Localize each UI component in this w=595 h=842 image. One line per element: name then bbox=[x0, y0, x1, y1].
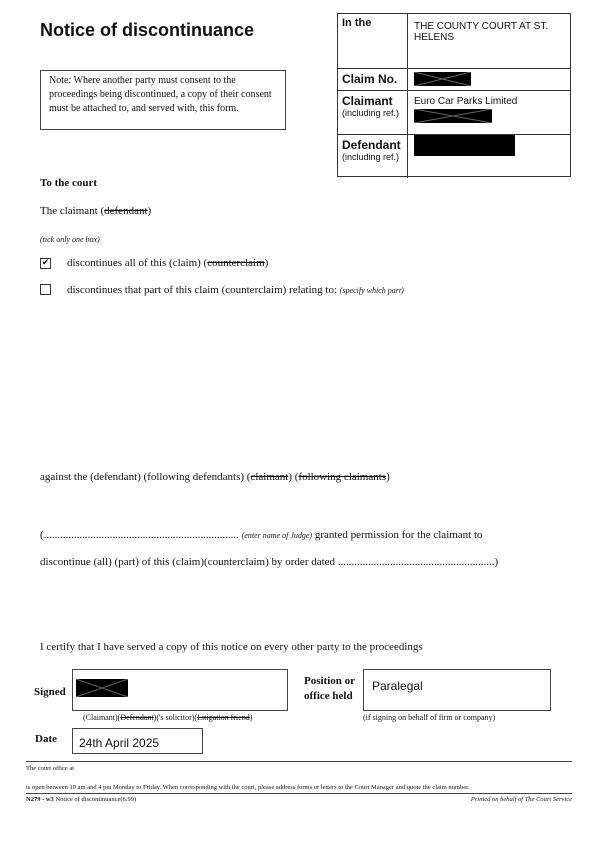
date-value: 24th April 2025 bbox=[79, 736, 160, 750]
court-row bbox=[338, 14, 570, 68]
claimant-row bbox=[338, 90, 570, 134]
court-office-text: The court office at bbox=[26, 765, 75, 772]
redacted-defendant bbox=[414, 135, 515, 156]
court-info-box bbox=[337, 13, 571, 177]
claimant-ref-label: (including ref.) bbox=[342, 108, 400, 118]
specify-part-hint: (specify which part) bbox=[339, 286, 404, 295]
date-label: Date bbox=[35, 733, 57, 745]
against-line: against the (defendant) (following defendants) (claimant) (following claimants) bbox=[40, 471, 390, 483]
court-name: THE COUNTY COURT AT ST. HELENS bbox=[414, 21, 549, 43]
defendant-ref-label: (including ref.) bbox=[342, 152, 400, 162]
redacted-claim-number bbox=[414, 72, 471, 86]
printed-by-text: Printed on behalf of The Court Service bbox=[470, 796, 572, 803]
opening-hours-text: is open between 10 am and 4 pm Monday to Friday. When corresponding with the court, please address forms or letters to the Court Manager and quote the claim number. bbox=[26, 784, 470, 791]
discontinue-all-checkbox[interactable]: ✔ bbox=[41, 258, 50, 268]
redacted-signature bbox=[76, 679, 128, 697]
position-caption: (if signing on behalf of firm or company) bbox=[363, 713, 496, 722]
form-title: Notice of discontinuance bbox=[40, 20, 255, 40]
discontinue-all-label: discontinues all of this (claim) (counterclaim) bbox=[67, 257, 269, 269]
discontinue-part-checkbox[interactable] bbox=[40, 284, 51, 295]
claim-no-row bbox=[338, 68, 570, 90]
struck-counterclaim: counterclaim bbox=[207, 257, 265, 269]
claimant-name: Euro Car Parks Limited bbox=[414, 96, 518, 107]
judge-permission-line: (....................................................................... (enter name of Judge) granted permission for the claimant to bbox=[40, 529, 483, 541]
claim-no-label: Claim No. bbox=[342, 72, 398, 86]
consent-note: Note: Where another party must consent to the proceedings being discontinued, a copy of their consent must be attached to, and served with, this form. bbox=[40, 70, 286, 130]
to-court-heading: To the court bbox=[40, 177, 98, 189]
form-name: Notice of discontinuance(6.99) bbox=[55, 796, 137, 803]
form-code: N279 - w3 bbox=[26, 796, 54, 803]
claimant-line: The claimant (defendant) bbox=[40, 205, 152, 217]
date-field[interactable] bbox=[72, 728, 203, 754]
certify-statement: I certify that I have served a copy of this notice on every other party to the proceedings bbox=[40, 641, 423, 653]
discontinue-part-label: discontinues that part of this claim (counterclaim) relating to: (specify which part) bbox=[67, 284, 404, 296]
defendant-label: Defendant bbox=[342, 138, 401, 152]
signer-caption: (Claimant)(Defendant)('s solicitor)(Litigation friend) bbox=[83, 713, 253, 722]
order-date-line: discontinue (all) (part) of this (claim)(counterclaim) by order dated .........................................................) bbox=[40, 556, 499, 568]
judge-name-hint: (enter name of Judge) bbox=[241, 531, 313, 540]
in-the-label: In the bbox=[342, 17, 372, 29]
signature-box[interactable] bbox=[72, 669, 288, 711]
redacted-claimant-ref bbox=[414, 109, 492, 123]
position-value: Paralegal bbox=[372, 679, 423, 693]
claimant-label: Claimant bbox=[342, 94, 393, 108]
footer-divider-top bbox=[26, 761, 572, 762]
tick-instruction: (tick only one box) bbox=[40, 235, 100, 244]
footer-divider-bottom bbox=[26, 793, 572, 794]
position-label: Position or office held bbox=[304, 675, 356, 702]
form-reference bbox=[26, 796, 136, 803]
struck-defendant: defendant bbox=[104, 205, 148, 217]
signed-label: Signed bbox=[34, 686, 66, 698]
position-field[interactable] bbox=[363, 669, 551, 711]
defendant-row bbox=[338, 134, 570, 178]
